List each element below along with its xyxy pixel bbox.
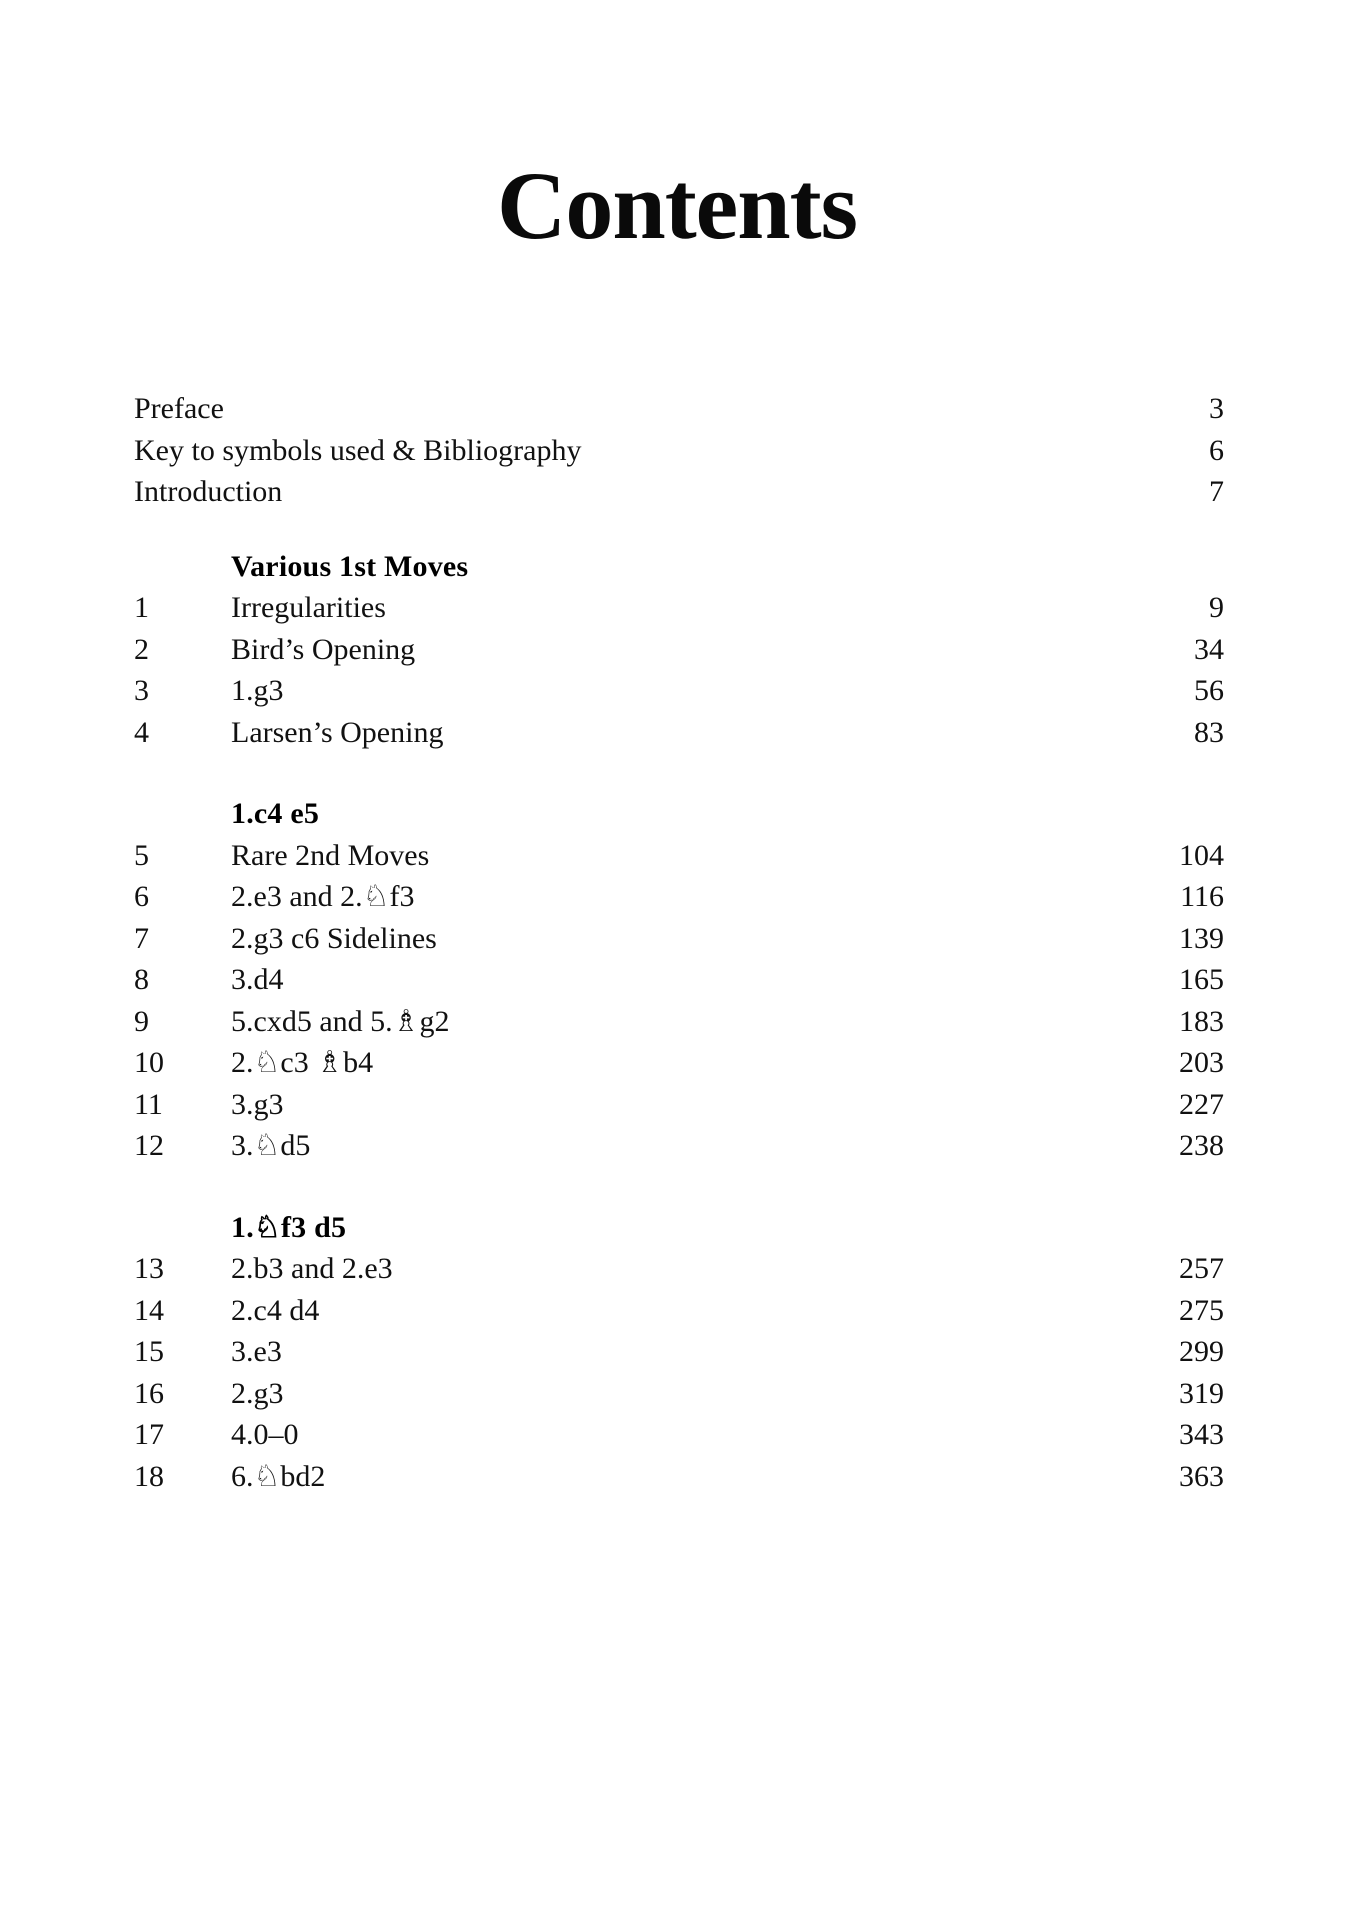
toc-entry-label: 3.d4: [231, 963, 284, 996]
toc-entry-number: 12: [134, 1129, 164, 1162]
toc-entry-number: 10: [134, 1046, 164, 1079]
section-heading-spacer: [134, 1207, 231, 1249]
toc-row[interactable]: [134, 1084, 1224, 1126]
toc-entry-page: 116: [1180, 880, 1224, 913]
toc-entry-label: 3.♘d5: [231, 1129, 311, 1162]
toc-entry-number: 7: [134, 921, 149, 955]
toc-row[interactable]: [134, 1456, 1224, 1498]
toc-entry-page: 83: [1194, 715, 1224, 749]
toc-entry-number: 3: [134, 674, 149, 707]
toc-entry-number: 6: [134, 880, 149, 913]
toc-row[interactable]: [134, 918, 1224, 960]
toc-entry-label: 3.e3: [231, 1335, 282, 1368]
toc-entry-label: 2.g3 c6 Sidelines: [231, 921, 437, 955]
section-heading-label: 1.♘f3 d5: [231, 1210, 347, 1244]
toc-row[interactable]: [134, 1373, 1224, 1415]
toc-entry-number: 15: [134, 1335, 164, 1368]
toc-row[interactable]: [134, 587, 1224, 629]
toc-entry-label: 4.0–0: [231, 1418, 299, 1451]
toc-entry-page: 165: [1179, 963, 1224, 996]
section-heading-spacer: [134, 546, 231, 588]
toc-entry-label: Irregularities: [231, 591, 386, 624]
spacer: [134, 1167, 1224, 1207]
toc-entry-page: 34: [1194, 632, 1224, 666]
toc-row[interactable]: [134, 629, 1224, 671]
toc-entry-page: 9: [1209, 591, 1224, 624]
toc-entry-label: 2.g3: [231, 1376, 284, 1410]
toc-entry-label: 3.g3: [231, 1087, 284, 1121]
toc-entry-label: 2.♘c3 ♗b4: [231, 1046, 374, 1079]
toc-entry-label: 6.♘bd2: [231, 1459, 326, 1493]
toc-section-heading: [134, 546, 1224, 588]
toc-entry-page: 7: [1209, 475, 1224, 508]
toc-entry-page: 203: [1179, 1046, 1224, 1079]
toc-entry-number: 11: [134, 1087, 163, 1121]
toc-entry-number: 2: [134, 632, 149, 666]
section-heading-label: 1.c4 e5: [231, 797, 320, 830]
toc-entry-label: 2.e3 and 2.♘f3: [231, 880, 415, 913]
toc-entry-label: 5.cxd5 and 5.♗g2: [231, 1004, 450, 1038]
toc-row[interactable]: [134, 712, 1224, 754]
page-title: Contents: [496, 152, 857, 259]
toc-row[interactable]: [134, 1414, 1224, 1456]
toc-entry-page: 299: [1179, 1335, 1224, 1368]
toc-entry-page: 227: [1179, 1087, 1224, 1121]
toc-row[interactable]: [134, 1290, 1224, 1332]
toc-entry-number: 8: [134, 963, 149, 996]
toc-entry-number: 1: [134, 591, 149, 624]
toc-row-front[interactable]: [134, 430, 1224, 472]
toc-entry-page: 257: [1179, 1252, 1224, 1285]
toc-entry-number: 13: [134, 1252, 164, 1285]
toc-entry-page: 104: [1179, 838, 1224, 872]
spacer: [134, 513, 1224, 546]
toc-row[interactable]: [134, 835, 1224, 877]
toc-row[interactable]: [134, 1331, 1224, 1373]
section-heading-label: Various 1st Moves: [231, 549, 469, 583]
toc-entry-page: 275: [1179, 1293, 1224, 1327]
toc-entry-number: 17: [134, 1418, 164, 1451]
toc-entry-page: 343: [1179, 1418, 1224, 1451]
table-of-contents: [134, 388, 1224, 1497]
toc-entry-number: 14: [134, 1293, 164, 1327]
toc-entry-label: Introduction: [134, 475, 283, 508]
toc-entry-number: 4: [134, 715, 149, 749]
toc-entry-label: Key to symbols used & Bibliography: [134, 433, 582, 467]
toc-entry-number: 16: [134, 1376, 164, 1410]
toc-entry-page: 139: [1179, 921, 1224, 955]
toc-entry-page: 3: [1209, 392, 1224, 425]
toc-row[interactable]: [134, 1042, 1224, 1084]
toc-row[interactable]: [134, 876, 1224, 918]
toc-section-heading: [134, 1207, 1224, 1249]
toc-section-heading: [134, 793, 1224, 835]
toc-entry-page: 238: [1179, 1129, 1224, 1162]
toc-entry-page: 56: [1194, 674, 1224, 707]
toc-entry-number: 5: [134, 838, 149, 872]
toc-entry-page: 183: [1179, 1004, 1224, 1038]
toc-row[interactable]: [134, 1125, 1224, 1167]
toc-entry-label: Bird’s Opening: [231, 632, 416, 666]
toc-entry-label: Preface: [134, 392, 224, 425]
toc-row[interactable]: [134, 670, 1224, 712]
section-heading-spacer: [134, 793, 231, 835]
toc-entry-number: 18: [134, 1459, 164, 1493]
toc-row[interactable]: [134, 959, 1224, 1001]
toc-entry-page: 319: [1179, 1376, 1224, 1410]
toc-row[interactable]: [134, 1248, 1224, 1290]
toc-entry-page: 363: [1179, 1459, 1224, 1493]
toc-entry-label: Rare 2nd Moves: [231, 838, 430, 872]
toc-entry-label: Larsen’s Opening: [231, 715, 444, 749]
toc-row[interactable]: [134, 1001, 1224, 1043]
toc-entry-number: 9: [134, 1004, 149, 1038]
toc-entry-label: 2.b3 and 2.e3: [231, 1252, 393, 1285]
toc-row-front[interactable]: [134, 471, 1224, 513]
toc-entry-label: 2.c4 d4: [231, 1293, 320, 1327]
spacer: [134, 753, 1224, 793]
toc-entry-page: 6: [1209, 433, 1224, 467]
toc-row-front[interactable]: [134, 388, 1224, 430]
toc-entry-label: 1.g3: [231, 674, 284, 707]
